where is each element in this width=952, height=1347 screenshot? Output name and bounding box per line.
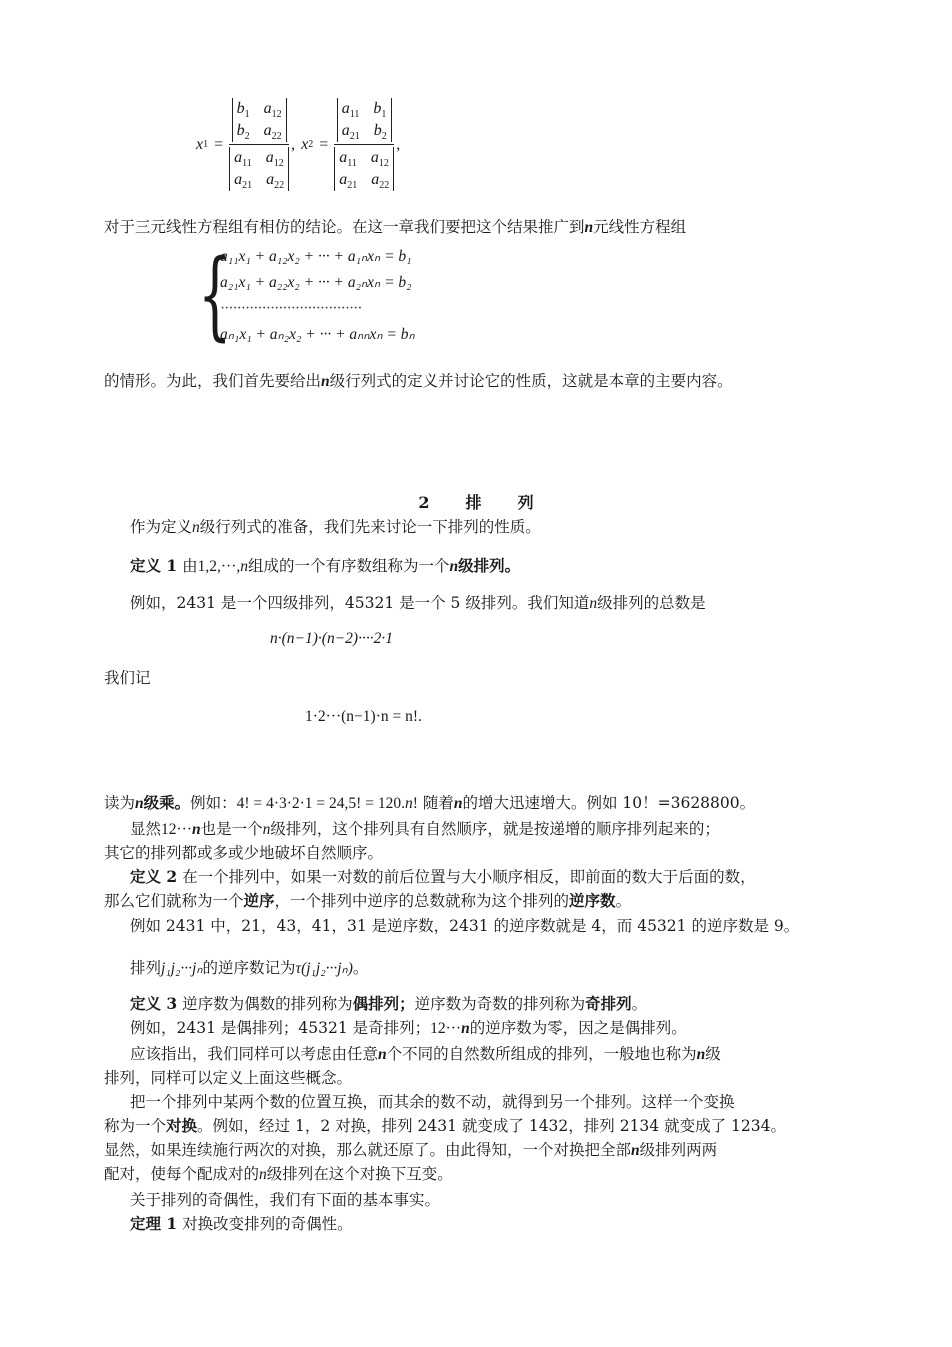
paragraph: 显然12···n也是一个n级排列，这个排列具有自然顺序，就是按递增的顺序排列起来的； — [130, 820, 720, 838]
factorial-reading: 读为n级乘。例如：4! = 4·3·2·1 = 24,5! = 120.n! 随着n的增大迅速增大。例如 10！=3628800。 — [104, 793, 756, 812]
system-brace: { — [198, 239, 232, 351]
example-1: 例如，2431 是一个四级排列，45321 是一个 5 级排列。我们知道n级排列的总数是 — [130, 594, 706, 612]
paragraph: 作为定义n级行列式的准备，我们先来讨论一下排列的性质。 — [130, 518, 541, 536]
definition-2: 定义 2 在一个排列中，如果一对数的前后位置与大小顺序相反，即前面的数大于后面的数， — [130, 867, 756, 886]
system-row: ·································· — [220, 300, 362, 317]
linear-system — [220, 244, 415, 348]
paragraph: 配对，使每个配成对的n级排列在这个对换下互变。 — [104, 1165, 453, 1183]
example-2: 例如 2431 中，21，43，41，31 是逆序数，2431 的逆序数就是 4，而 45321 的逆序数是 9。 — [130, 917, 800, 935]
paragraph: 应该指出，我们同样可以考虑由任意n个不同的自然数所组成的排列，一般地也称为n级 — [130, 1045, 721, 1063]
system-row: a₁₁x₁ + a₁₂x₂ + ··· + a₁ₙxₙ = b₁ — [220, 248, 412, 265]
example-3: 例如，2431 是偶排列；45321 是奇排列；12···n的逆序数为零，因之是偶排列。 — [130, 1019, 687, 1037]
paragraph: 显然，如果连续施行两次的对换，那么就还原了。由此得知，一个对换把全部n级排列两两 — [104, 1141, 718, 1159]
x1-symbol: x — [196, 135, 204, 153]
system-row: aₙ₁x₁ + aₙ₂x₂ + ··· + aₙₙxₙ = bₙ — [220, 326, 415, 343]
x2-symbol: x — [301, 135, 309, 153]
formula-permutation-count: n·(n−1)·(n−2)····2·1 — [270, 630, 393, 647]
paragraph: 关于排列的奇偶性，我们有下面的基本事实。 — [130, 1191, 441, 1209]
fraction-x1 — [229, 98, 289, 191]
cramer-formula: x 1 = $b_1$ $a_{12}$ $b_2$ $a_{22}$ $a_{11}$ $a_{12}$ $a_{21}$ $a_{22}$ , x 2 = $a_{11}$ $b_1$ $a_{21}$ $b_2$ $a_{11}$ $a_{12}$ $a_{21}$ $a_{22}$ , — [196, 100, 401, 191]
determinant-numerator-1: $b_1$ $a_{12}$ $b_2$ $a_{22}$ — [232, 98, 287, 142]
intro-line-2: 的情形。为此，我们首先要给出n级行列式的定义并讨论它的性质，这就是本章的主要内容。 — [104, 372, 733, 390]
determinant-denominator-2: $a_{11}$ $a_{12}$ $a_{21}$ $a_{22}$ — [334, 147, 394, 191]
paragraph: 我们记 — [104, 669, 151, 687]
paragraph: 其它的排列都或多或少地破坏自然顺序。 — [104, 844, 384, 862]
system-row: a₂₁x₁ + a₂₂x₂ + ··· + a₂ₙxₙ = b₂ — [220, 274, 412, 291]
intro-line-1: 对于三元线性方程组有相仿的结论。在这一章我们要把这个结果推广到n元线性方程组 — [104, 218, 687, 236]
paragraph: 称为一个对换。例如，经过 1，2 对换，排列 2431 就变成了 1432，排列 2134 就变成了 1234。 — [104, 1116, 786, 1135]
determinant-denominator-1: $a_{11}$ $a_{12}$ $a_{21}$ $a_{22}$ — [229, 147, 289, 191]
section-title: 2 排 列 — [418, 493, 534, 512]
paragraph: 把一个排列中某两个数的位置互换，而其余的数不动，就得到另一个排列。这样一个变换 — [130, 1093, 735, 1111]
theorem-1: 定理 1 对换改变排列的奇偶性。 — [130, 1214, 353, 1233]
paragraph: 排列，同样可以定义上面这些概念。 — [104, 1069, 353, 1087]
determinant-numerator-2: $a_{11}$ $b_1$ $a_{21}$ $b_2$ — [337, 98, 392, 142]
definition-3: 定义 3 逆序数为偶数的排列称为偶排列；逆序数为奇数的排列称为奇排列。 — [130, 994, 648, 1013]
definition-1: 定义 1 由1,2,···,n组成的一个有序数组称为一个n级排列。 — [130, 556, 521, 575]
inversion-notation: 排列j₁j₂···jₙ的逆序数记为τ(j₁j₂···jₙ)。 — [130, 959, 369, 977]
definition-2-cont: 那么它们就称为一个逆序，一个排列中逆序的总数就称为这个排列的逆序数。 — [104, 891, 632, 910]
formula-factorial: 1·2···(n−1)·n = n!. — [305, 708, 422, 725]
fraction-x2 — [334, 98, 394, 191]
